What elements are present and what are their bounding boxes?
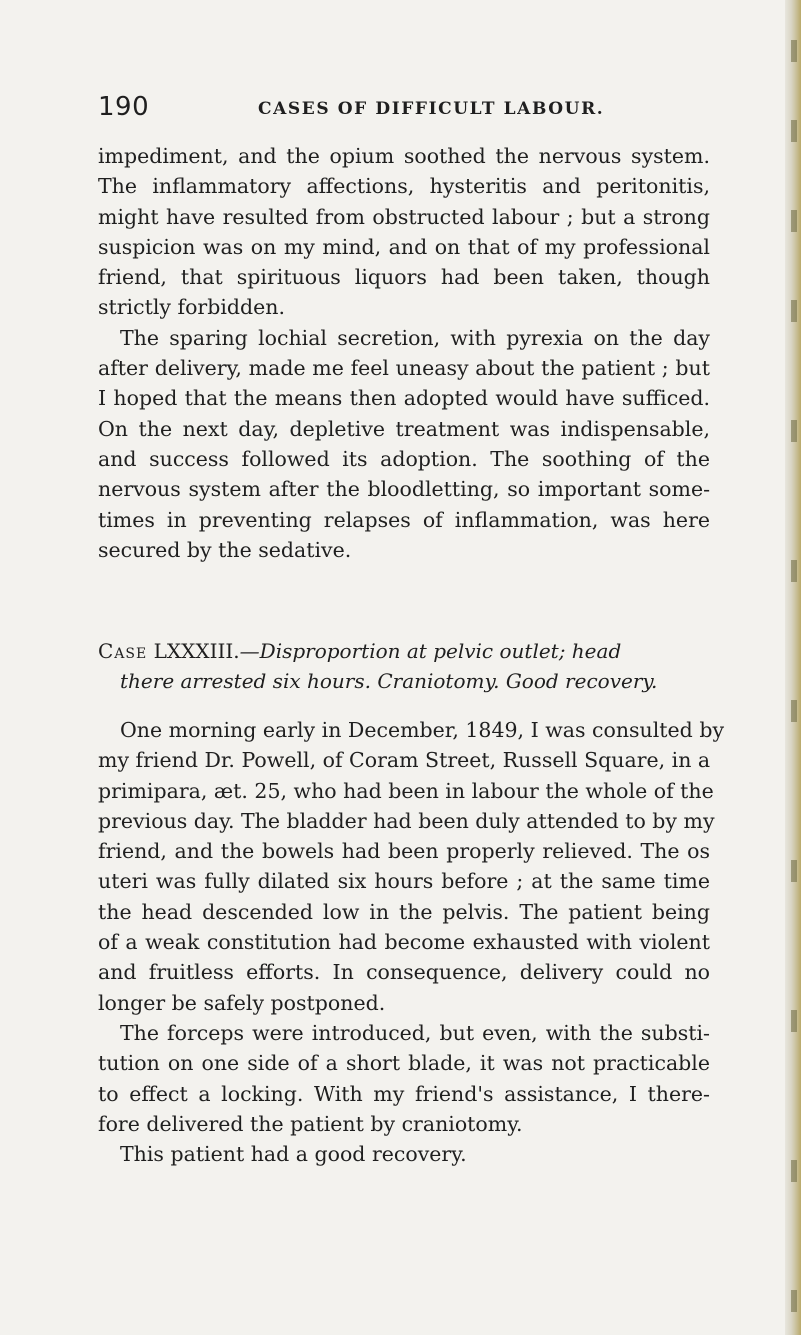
binding-marks xyxy=(791,0,797,1335)
case-title-part1: —Disproportion at pelvic outlet; head xyxy=(239,639,622,663)
text-line: and fruitless efforts. In consequence, delivery could no xyxy=(98,960,710,985)
text-line: the head descended low in the pelvis. The patient being xyxy=(98,899,710,924)
text-line: primipara, æt. 25, who had been in labour the whole of the xyxy=(98,778,714,803)
text-line: secured by the sedative. xyxy=(98,537,352,562)
text-line: longer be safely postponed. xyxy=(98,990,386,1015)
text-line: might have resulted from obstructed labour ; but a strong xyxy=(98,204,710,229)
text-line: uteri was fully dilated six hours before ; at the same time xyxy=(98,869,710,894)
page-header xyxy=(98,92,710,128)
running-head: CASES OF DIFFICULT LABOUR. xyxy=(258,99,605,119)
text-line: of a weak constitution had become exhausted with violent xyxy=(98,930,710,955)
case-heading-line xyxy=(98,636,710,666)
text-line: tution on one side of a short blade, it was not practicable xyxy=(98,1051,710,1076)
text-line: and success followed its adoption. The soothing of the xyxy=(98,446,710,471)
text-line: The forceps were introduced, but even, with the substi- xyxy=(120,1020,710,1045)
text-line: The inflammatory affections, hysteritis and peritonitis, xyxy=(98,174,710,199)
text-line: This patient had a good recovery. xyxy=(120,1142,467,1167)
page-number: 190 xyxy=(98,92,150,122)
text-line: suspicion was on my mind, and on that of my professional xyxy=(98,234,710,259)
text-line: I hoped that the means then adopted would have sufficed. xyxy=(98,386,710,411)
text-line: nervous system after the bloodletting, so important some- xyxy=(98,477,710,502)
text-line: my friend Dr. Powell, of Coram Street, Russell Square, in a xyxy=(98,748,711,773)
case-label: Case xyxy=(98,639,148,663)
case-number: LXXXIII. xyxy=(153,639,240,663)
text-line: The sparing lochial secretion, with pyrexia on the day xyxy=(120,325,710,350)
text-line: to effect a locking. With my friend's assistance, I there- xyxy=(98,1081,710,1106)
text-line: friend, and the bowels had been properly relieved. The os xyxy=(98,839,710,864)
text-line: times in preventing relapses of inflammation, was here xyxy=(98,507,710,532)
text-line: impediment, and the opium soothed the nervous system. xyxy=(98,144,710,168)
case-heading xyxy=(98,636,710,696)
text-line: One morning early in December, 1849, I was consulted by xyxy=(120,718,725,742)
text-line: fore delivered the patient by craniotomy. xyxy=(98,1111,523,1136)
text-line: friend, that spirituous liquors had been taken, though xyxy=(98,265,710,290)
text-line: strictly forbidden. xyxy=(98,295,285,320)
text-block-case xyxy=(98,715,725,1169)
text-block-continuation xyxy=(98,141,710,565)
text-line: On the next day, depletive treatment was indispensable, xyxy=(98,416,710,441)
text-line: after delivery, made me feel uneasy about the patient ; but xyxy=(98,356,710,381)
case-title-part2: there arrested six hours. Craniotomy. Good recovery. xyxy=(120,669,658,693)
page-edge xyxy=(785,0,801,1335)
text-line: previous day. The bladder had been duly attended to by my xyxy=(98,808,715,833)
